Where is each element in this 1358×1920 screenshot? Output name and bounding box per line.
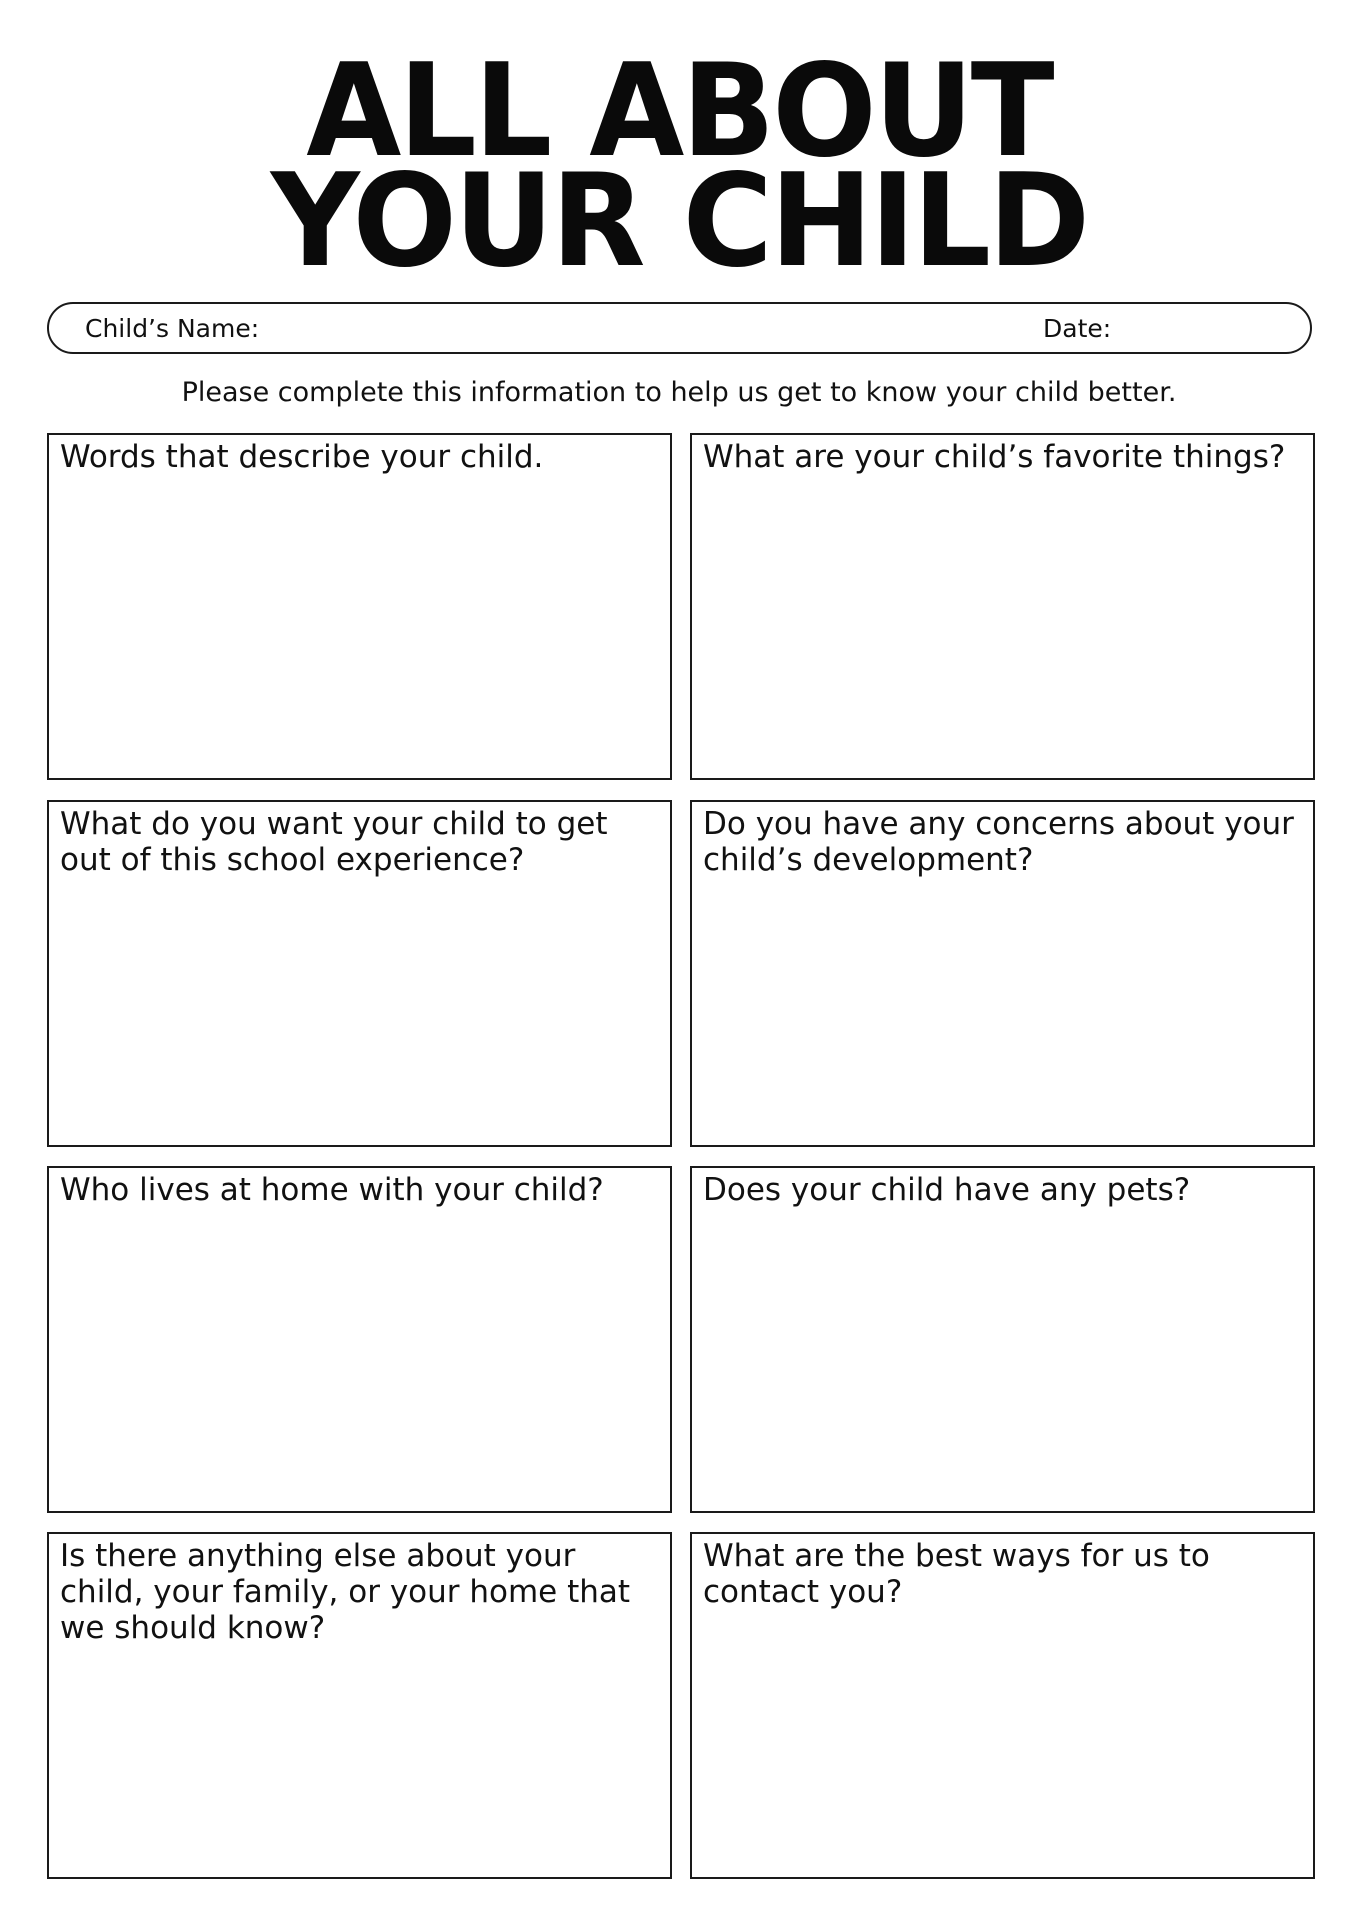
box-prompt: Do you have any concerns about your child’s development? bbox=[703, 806, 1294, 878]
page-title-line-1: ALL ABOUT bbox=[306, 37, 1052, 186]
box-prompt: What are the best ways for us to contact you? bbox=[703, 1538, 1210, 1610]
box-prompt: Who lives at home with your child? bbox=[60, 1172, 604, 1208]
answer-box-anything-else[interactable] bbox=[47, 1532, 672, 1879]
box-prompt: What are your child’s favorite things? bbox=[703, 439, 1286, 475]
answer-box-contact-methods[interactable] bbox=[690, 1532, 1315, 1879]
answer-box-household[interactable] bbox=[47, 1166, 672, 1513]
child-name-date-bar[interactable] bbox=[47, 302, 1312, 354]
child-name-label: Child’s Name: bbox=[85, 314, 260, 343]
box-prompt: Words that describe your child. bbox=[60, 439, 544, 475]
answer-box-school-experience[interactable] bbox=[47, 800, 672, 1147]
answer-box-development-concerns[interactable] bbox=[690, 800, 1315, 1147]
answer-box-favorite-things[interactable] bbox=[690, 433, 1315, 780]
instructions-text: Please complete this information to help us get to know your child better. bbox=[181, 377, 1177, 408]
date-label: Date: bbox=[1043, 314, 1112, 343]
page-title-line-2: YOUR CHILD bbox=[270, 147, 1088, 296]
box-prompt: Does your child have any pets? bbox=[703, 1172, 1191, 1208]
answer-box-pets[interactable] bbox=[690, 1166, 1315, 1513]
box-prompt: Is there anything else about your child, your family, or your home that we should know? bbox=[60, 1538, 631, 1646]
answer-box-describe-child[interactable] bbox=[47, 433, 672, 780]
box-prompt: What do you want your child to get out of this school experience? bbox=[60, 806, 608, 878]
